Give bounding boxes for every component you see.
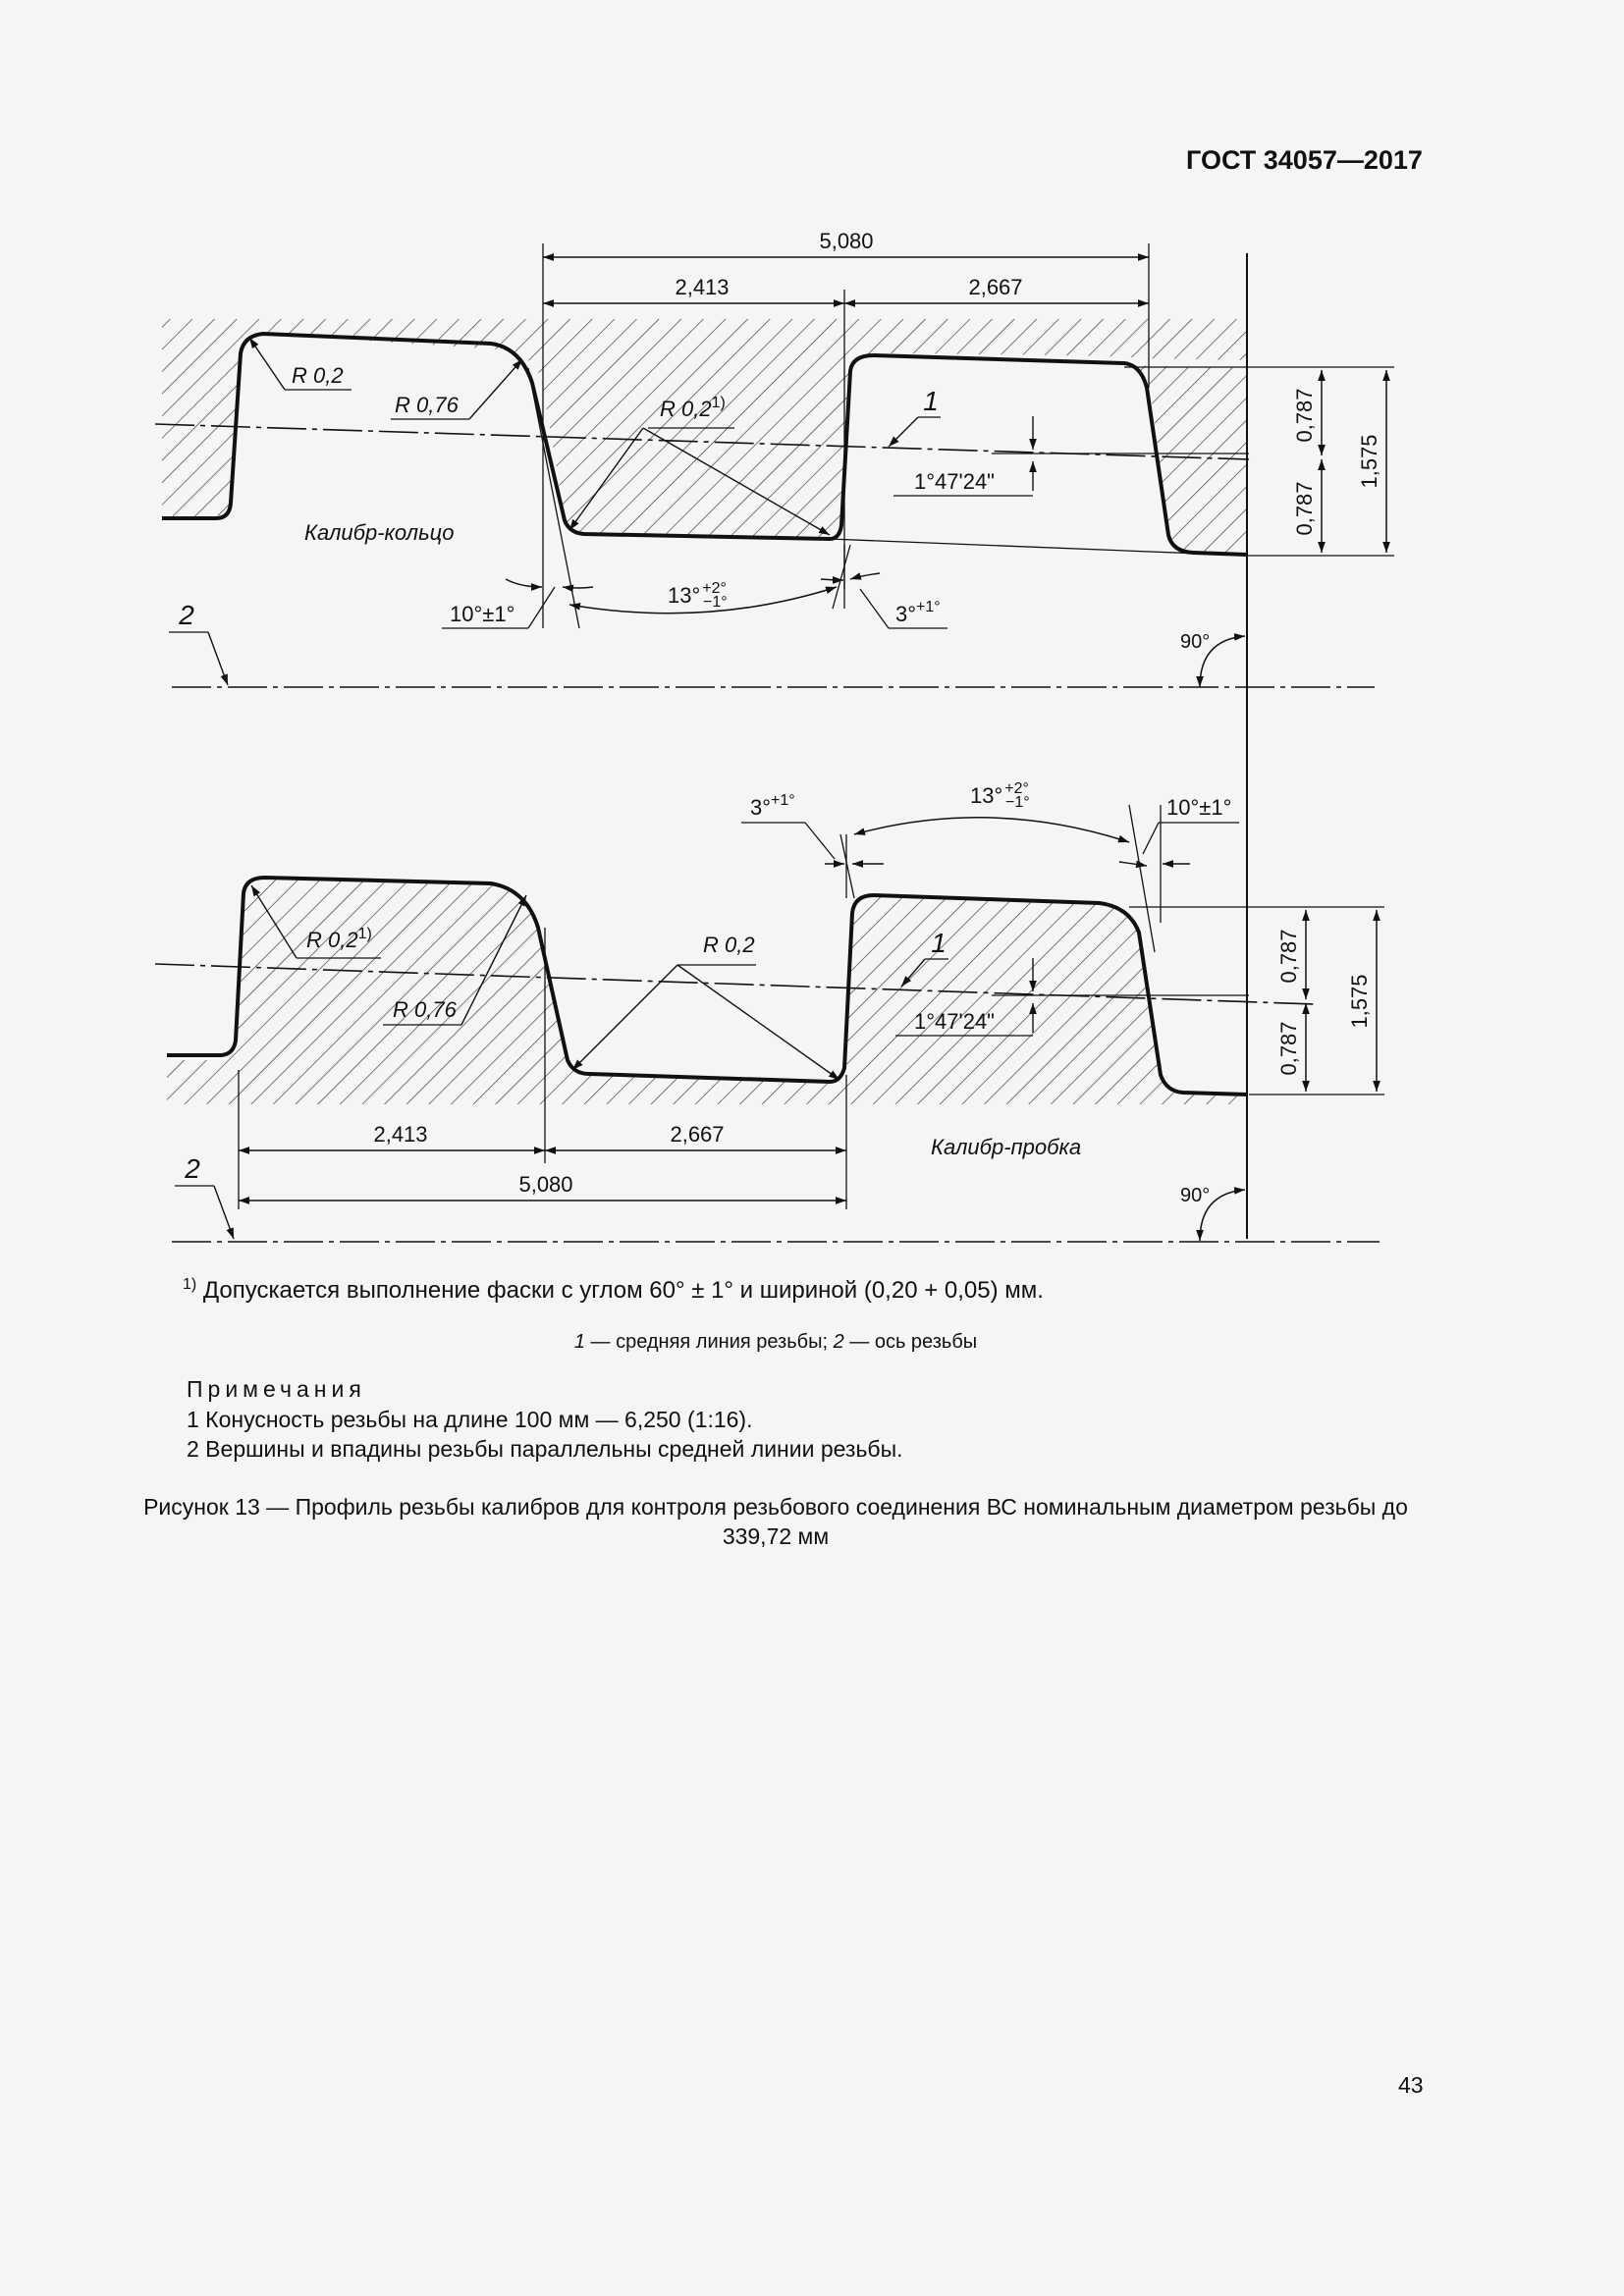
- notes-title: Примечания: [187, 1376, 366, 1402]
- figure-caption: Рисунок 13 — Профиль резьбы калибров для контроля резьбового соединения ВС номинальным диаметром резьбы до 339,72 мм: [143, 1494, 1408, 1549]
- ring-gauge-angle-13-minus: −1°: [703, 594, 728, 611]
- ring-gauge-r-crest: R 0,2: [292, 363, 344, 388]
- plug-gauge-angle-3: 3°$^{+1^\circ}$: [750, 792, 795, 820]
- plug-gauge-angle-13-minus: −1°: [1005, 794, 1030, 811]
- legend-num-2: 2: [833, 1331, 844, 1353]
- ring-gauge-dim-right: 2,667: [968, 275, 1023, 299]
- page-number: 43: [1398, 2072, 1424, 2098]
- plug-gauge-taper-angle: 1°47'24": [914, 1009, 995, 1034]
- ring-gauge-view: [155, 229, 1394, 731]
- ring-gauge-angle-3: 3°$^{+1^\circ}$: [895, 599, 941, 626]
- ring-gauge-taper-angle: 1°47'24": [914, 469, 995, 494]
- plug-gauge-height-total: 1,575: [1347, 974, 1372, 1029]
- figure-legend: [0, 1331, 1551, 1354]
- ring-gauge-angle-flank: 10°±1°: [450, 602, 515, 626]
- plug-gauge-view: [155, 731, 1384, 1242]
- ring-gauge-r-root: R 0,76: [395, 393, 459, 417]
- plug-gauge-angle-13: 13° $^{+2^\circ}$: [970, 780, 1029, 808]
- plug-gauge-label-2: 2: [185, 1153, 200, 1184]
- plug-gauge-dim-left: 2,413: [373, 1122, 428, 1147]
- legend-num-1: 1: [573, 1331, 585, 1353]
- plug-gauge-r-chamfer: R 0,2$^{1)}$: [306, 926, 372, 952]
- ring-gauge-label-1: 1: [923, 386, 939, 416]
- footnote-mark: 1): [183, 1276, 197, 1293]
- ring-gauge-height-lower: 0,787: [1292, 481, 1317, 536]
- plug-gauge-hatch-main: [167, 878, 1247, 1104]
- note-item: 2 Вершины и впадины резьбы параллельны средней линии резьбы.: [187, 1436, 903, 1462]
- ring-gauge-angle-13: 13° $^{+2^\circ}$: [668, 580, 727, 608]
- ring-gauge-height-upper: 0,787: [1292, 388, 1317, 443]
- ring-gauge-name: Калибр-кольцо: [304, 520, 455, 545]
- note-item: 1 Конусность резьбы на длине 100 мм — 6,250 (1:16).: [187, 1407, 753, 1432]
- plug-gauge-r-crest: R 0,2: [703, 933, 755, 957]
- plug-gauge-dim-pitch: 5,080: [518, 1172, 573, 1197]
- legend-desc-2: — ось резьбы: [843, 1331, 978, 1353]
- ring-gauge-angle-90: 90°: [1180, 631, 1211, 653]
- ring-gauge-dim-pitch: 5,080: [819, 229, 874, 253]
- footnote-text: Допускается выполнение фаски с углом 60° ± 1° и шириной (0,20 + 0,05) мм.: [196, 1277, 1044, 1304]
- legend-desc-1: — средняя линия резьбы;: [584, 1331, 834, 1353]
- plug-gauge-height-upper: 0,787: [1276, 929, 1301, 984]
- plug-gauge-label-1: 1: [931, 928, 947, 958]
- plug-gauge-name: Калибр-пробка: [931, 1135, 1082, 1159]
- standard-number: ГОСТ 34057—2017: [1186, 145, 1423, 175]
- footnote: [183, 1276, 1044, 1305]
- plug-gauge-angle-flank: 10°±1°: [1166, 795, 1232, 820]
- plug-gauge-r-root: R 0,76: [393, 997, 457, 1022]
- ring-gauge-height-total: 1,575: [1357, 434, 1381, 489]
- ring-gauge-dim-left: 2,413: [675, 275, 730, 299]
- plug-gauge-angle-90: 90°: [1180, 1185, 1211, 1206]
- ring-gauge-label-2: 2: [179, 600, 194, 630]
- ring-gauge-r-chamfer: R 0,2$^{1)}$: [660, 395, 726, 421]
- plug-gauge-arc-13: [854, 818, 1129, 842]
- plug-gauge-height-lower: 0,787: [1276, 1021, 1301, 1076]
- plug-gauge-dim-right: 2,667: [670, 1122, 725, 1147]
